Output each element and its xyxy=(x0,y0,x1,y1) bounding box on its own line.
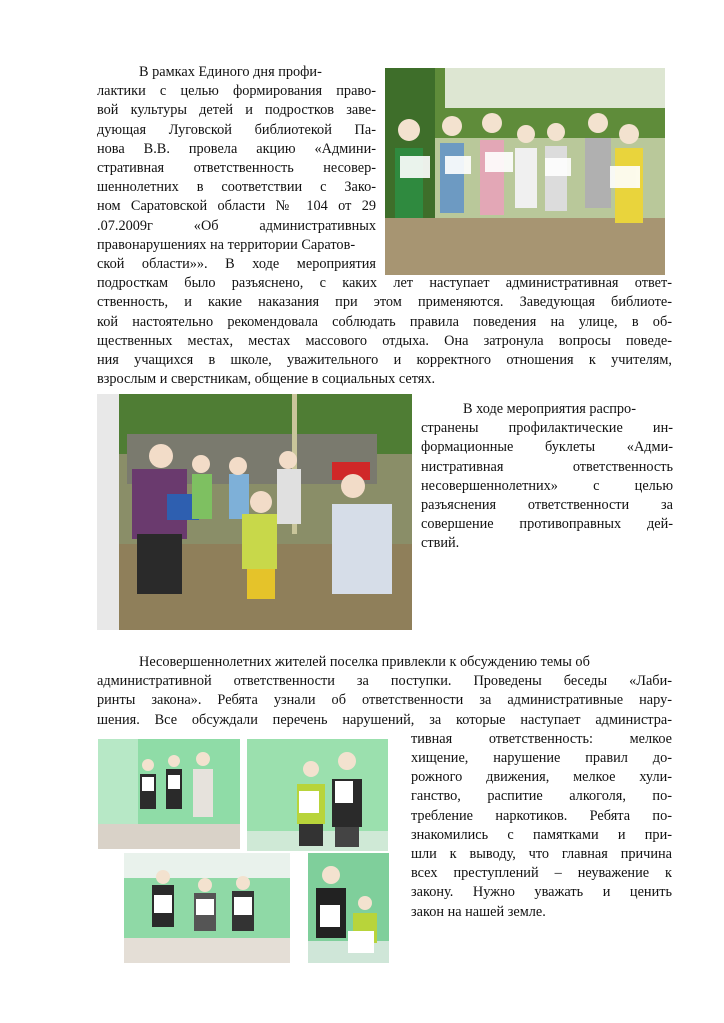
text-line: В рамках Единого дня профи- xyxy=(139,64,322,80)
text-line: шли к выводу, что главная причина xyxy=(411,846,672,863)
photo-librarian-with-children xyxy=(97,394,412,630)
text-line: закону. Нужно уважать и ценить xyxy=(411,884,672,901)
text-line: ственность, и какие наказания при этом применяются. Заведующая библиоте- xyxy=(97,294,672,311)
paragraph-discussion xyxy=(97,653,672,922)
text-line: ном Саратовской области № 104 от 29 xyxy=(97,198,376,215)
text-line: ствий. xyxy=(421,535,460,552)
text-line: шения. Все обсуждали перечень нарушений, за которые наступает администра- xyxy=(97,711,672,728)
text-line: ния учащихся в школе, уважительного и корректного отношения к учителям, xyxy=(97,352,672,369)
text-line: всех преступлений – неуважение к xyxy=(411,865,672,882)
text-line: подросткам было разъяснено, с каких лет наступает административная ответ- xyxy=(97,275,672,292)
text-line: закон на нашей земле. xyxy=(411,903,546,920)
text-line: .07.2009г «Об административных xyxy=(97,217,376,234)
text-line: тивная ответственность: мелкое xyxy=(411,730,672,747)
text-line: правонарушениях на территории Саратов- xyxy=(97,236,356,253)
text-line: рожного движения, мелкое хули- xyxy=(411,769,672,786)
text-line: требление наркотиков. Ребята по- xyxy=(411,807,672,824)
text-line: Несовершеннолетних жителей поселка привлекли к обсуждению темы об xyxy=(139,654,590,670)
text-line: стративная ответственность несовер- xyxy=(97,160,376,177)
text-line: разъяснения ответственности за xyxy=(421,497,673,514)
text-line: формационные буклеты «Адми- xyxy=(421,439,673,456)
text-line: несовершеннолетних» с целью xyxy=(421,477,673,494)
text-line: административной ответственности за поступки. Проведены беседы «Лаби- xyxy=(97,673,672,690)
text-line: совершение противоправных дей- xyxy=(421,516,673,533)
text-line: ринты закона». Ребята узнали об ответственности за административные нару- xyxy=(97,692,672,709)
text-line: вой культуры детей и подростков заве- xyxy=(97,102,376,119)
text-line: В ходе мероприятия распро- xyxy=(463,401,636,417)
text-line: шеннолетних в соответствии с Зако- xyxy=(97,179,376,196)
text-line: хищение, нарушение правил до- xyxy=(411,750,672,767)
text-line: взрослым и сверстникам, общение в социальных сетях. xyxy=(97,371,436,388)
text-line: ганство, распитие алкоголя, по- xyxy=(411,788,672,805)
text-line: нистративная ответственность xyxy=(421,458,673,475)
text-line: лактики с целью формирования право- xyxy=(97,83,376,100)
text-line: дующая Луговской библиотекой Па- xyxy=(97,121,376,138)
text-line: щественных местах, местах массового отдыха. Она затронула вопросы поведе- xyxy=(97,332,672,349)
text-line: ской области»». В ходе мероприятия xyxy=(97,256,376,273)
text-line: знакомились с памятками и при- xyxy=(411,826,672,843)
text-line: кой настоятельно рекомендовала соблюдать правила поведения на улице, в об- xyxy=(97,313,672,330)
text-line: нова В.В. провела акцию «Админи- xyxy=(97,140,376,157)
text-line: странены профилактические ин- xyxy=(421,420,673,437)
paragraph-intro xyxy=(97,63,672,389)
paragraph-booklets xyxy=(421,400,673,554)
